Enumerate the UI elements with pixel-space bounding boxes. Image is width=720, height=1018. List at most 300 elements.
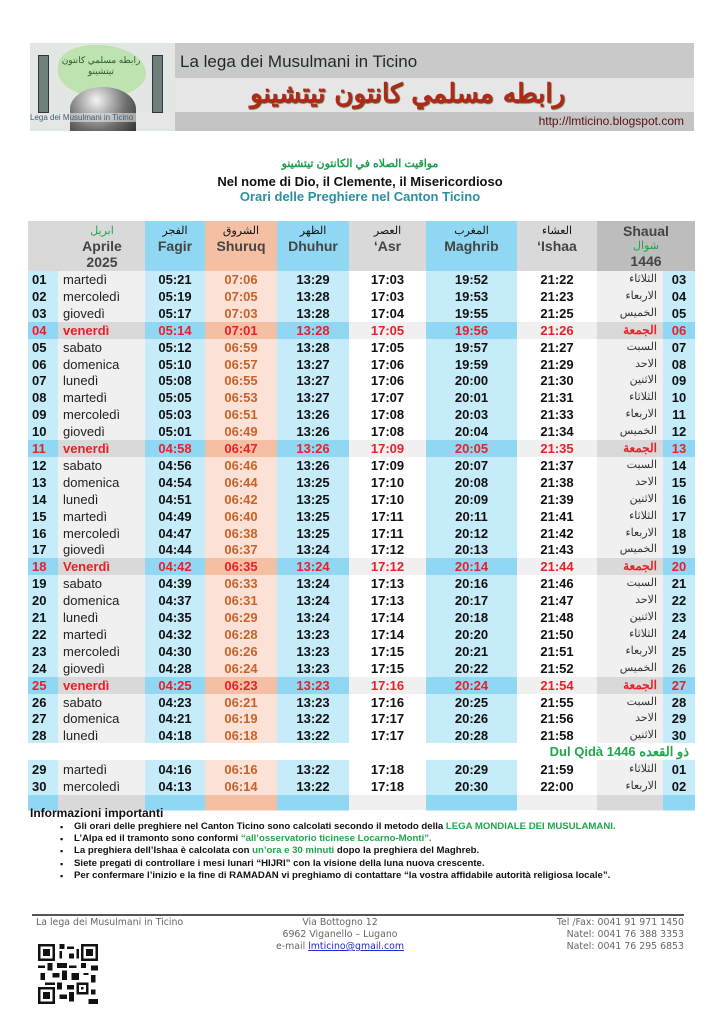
hijri-day-number: 16 — [671, 491, 687, 507]
footer-address — [240, 917, 440, 953]
ishaa-time: 21:27 — [540, 339, 574, 355]
ishaa-time: 21:54 — [540, 677, 574, 693]
arabic-day-name: الاربعاء — [625, 526, 657, 539]
hijri-day-number: 18 — [671, 525, 687, 541]
fagir-time: 05:17 — [158, 305, 192, 321]
hijri-day-number: 11 — [672, 407, 686, 423]
header-asr — [349, 221, 426, 271]
footer-address-line1: Via Bottogno 12 — [302, 917, 378, 928]
info-item — [62, 833, 710, 845]
ishaa-time: 21:50 — [540, 626, 574, 642]
maghrib-time: 20:20 — [454, 626, 489, 642]
maghrib-time: 20:09 — [454, 491, 489, 507]
table-row — [28, 508, 695, 525]
table-row — [28, 491, 695, 508]
day-number: 21 — [32, 610, 47, 625]
header-ishaa-ar: العشاء — [541, 225, 573, 237]
fagir-time: 05:10 — [158, 356, 192, 372]
arabic-day-name: الثلاثاء — [629, 763, 657, 776]
dhuhur-time: 13:28 — [296, 322, 330, 338]
fagir-time: 04:47 — [158, 525, 192, 541]
dhuhur-time: 13:28 — [296, 288, 330, 304]
shuruq-time: 06:49 — [224, 424, 258, 440]
info-highlight: un’ora e 30 minuti — [252, 845, 335, 857]
day-number: 16 — [32, 525, 47, 541]
shuruq-time: 06:28 — [224, 626, 258, 642]
header-shuruq — [205, 221, 277, 271]
asr-time: 17:04 — [370, 305, 405, 321]
fagir-time: 04:28 — [158, 660, 192, 676]
footer-email-link[interactable]: lmticino@gmail.com — [308, 941, 405, 952]
shuruq-time: 06:59 — [224, 339, 258, 355]
ishaa-time: 21:55 — [540, 694, 574, 710]
info-item — [62, 870, 710, 882]
table-row-friday — [28, 677, 695, 694]
arabic-day-name: السبت — [626, 458, 657, 471]
table-row — [28, 457, 695, 474]
table-row — [28, 541, 695, 558]
ishaa-time: 21:23 — [540, 288, 574, 304]
hijri-day-number: 27 — [671, 677, 687, 693]
day-name: giovedì — [63, 542, 105, 558]
shuruq-time: 06:18 — [224, 728, 258, 744]
table-row-friday — [28, 440, 695, 457]
header-fagir-lat: Fagir — [157, 238, 193, 254]
asr-time: 17:06 — [370, 356, 405, 372]
hijri-day-number: 30 — [671, 728, 687, 744]
asr-time: 17:10 — [370, 491, 405, 507]
hijri-day-number: 03 — [671, 272, 687, 287]
shuruq-time: 06:42 — [224, 491, 258, 507]
hijri-day-number: 25 — [671, 643, 687, 659]
maghrib-time: 19:57 — [454, 339, 489, 355]
logo — [30, 43, 175, 131]
shuruq-time: 06:40 — [224, 508, 258, 524]
shuruq-time: 07:05 — [224, 288, 258, 304]
maghrib-time: 20:16 — [454, 576, 489, 592]
day-name: martedì — [63, 390, 108, 406]
asr-time: 17:09 — [370, 457, 405, 473]
table-row — [28, 525, 695, 542]
ishaa-time: 22:00 — [540, 779, 574, 794]
day-name: martedì — [63, 762, 108, 778]
logo-name: Lega dei Musulmani in Ticino — [30, 113, 175, 122]
table-row-friday — [28, 322, 695, 339]
maghrib-time: 19:52 — [454, 272, 489, 287]
hijri-day-number: 21 — [671, 576, 687, 592]
footer-mobile-1: Natel: 0041 76 388 3353 — [566, 929, 684, 940]
maghrib-time: 20:08 — [454, 474, 489, 490]
heading-subtitle: Orari delle Preghiere nel Canton Ticino — [239, 189, 481, 204]
fagir-time: 04:13 — [158, 779, 192, 794]
asr-time: 17:05 — [370, 339, 405, 355]
shuruq-time: 06:14 — [224, 779, 258, 794]
arabic-day-name: الاربعاء — [625, 780, 657, 792]
table-row — [28, 372, 695, 389]
maghrib-time: 20:30 — [454, 779, 489, 794]
maghrib-time: 20:13 — [454, 542, 489, 558]
important-info — [30, 806, 710, 882]
day-name: martedì — [63, 508, 108, 524]
arabic-day-name: الجمعة — [623, 677, 657, 692]
maghrib-time: 20:07 — [454, 457, 489, 473]
day-name: giovedì — [63, 305, 105, 321]
header-shuruq-ar: الشروق — [222, 225, 260, 237]
day-number: 25 — [32, 677, 47, 693]
table-row — [28, 288, 695, 305]
footer-phones — [557, 917, 684, 953]
fagir-time: 04:49 — [158, 508, 192, 524]
asr-time: 17:08 — [370, 407, 405, 423]
asr-time: 17:14 — [370, 610, 405, 625]
header-fagir-ar: الفجر — [162, 225, 188, 237]
arabic-day-name: الجمعة — [623, 441, 657, 455]
hijri-day-number: 06 — [671, 322, 687, 338]
day-number: 30 — [32, 779, 47, 794]
maghrib-time: 20:04 — [454, 424, 489, 440]
asr-time: 17:18 — [370, 779, 405, 794]
day-name: venerdì — [63, 441, 110, 456]
hijri-day-number: 24 — [671, 626, 687, 642]
shuruq-time: 06:31 — [224, 593, 258, 609]
footer-email-label: e-mail — [275, 941, 309, 952]
hijri-day-number: 28 — [671, 694, 687, 710]
fagir-time: 04:35 — [158, 610, 192, 625]
arabic-day-name: الاحد — [635, 357, 657, 370]
info-text: L’Alpa ed il tramonto sono conformi — [74, 833, 241, 845]
ishaa-time: 21:38 — [540, 474, 574, 490]
day-name: giovedì — [63, 424, 105, 440]
header-ishaa — [517, 221, 597, 271]
shuruq-time: 06:23 — [224, 677, 258, 693]
fagir-time: 05:05 — [158, 390, 192, 406]
dhuhur-time: 13:23 — [296, 626, 330, 642]
asr-time: 17:08 — [370, 424, 405, 440]
table-row — [28, 474, 695, 491]
info-text: Siete pregati di controllare i mesi lunari “HIJRI” con la visione della luna nuova crescente. — [74, 857, 485, 869]
header-maghrib-lat: Maghrib — [444, 238, 499, 254]
ishaa-time: 21:25 — [540, 305, 574, 321]
day-number: 26 — [32, 694, 47, 710]
day-number: 22 — [32, 626, 47, 642]
day-number: 14 — [32, 491, 47, 507]
qr-code-icon[interactable] — [38, 943, 98, 1005]
day-number: 19 — [32, 576, 47, 592]
ishaa-time: 21:56 — [540, 711, 574, 727]
maghrib-time: 20:14 — [454, 559, 489, 575]
dhuhur-time: 13:25 — [296, 491, 330, 507]
arabic-day-name: السبت — [626, 340, 657, 353]
day-name: lunedì — [63, 728, 99, 744]
fagir-time: 04:25 — [158, 677, 192, 693]
arabic-day-name: السبت — [626, 577, 657, 590]
ishaa-time: 21:52 — [540, 660, 574, 676]
day-name: sabato — [63, 339, 103, 355]
hijri-month-change-label: Dul Qidà 1446 ذو القعده — [549, 744, 689, 759]
day-number: 15 — [32, 508, 47, 524]
table-row — [28, 660, 695, 677]
fagir-time: 04:58 — [158, 441, 192, 456]
arabic-day-name: الخميس — [619, 306, 657, 319]
maghrib-time: 20:01 — [454, 390, 489, 406]
day-name: venerdì — [63, 322, 110, 338]
shuruq-time: 06:26 — [224, 643, 258, 659]
day-number: 05 — [32, 339, 47, 355]
day-name: lunedì — [63, 373, 99, 389]
header-dhuhur — [277, 221, 349, 271]
table-row — [28, 271, 695, 288]
info-item — [62, 858, 710, 870]
asr-time: 17:13 — [370, 576, 405, 592]
asr-time: 17:07 — [370, 390, 405, 406]
asr-time: 17:05 — [370, 322, 405, 338]
day-number: 23 — [32, 643, 47, 659]
maghrib-time: 20:05 — [454, 441, 489, 456]
maghrib-time: 20:28 — [454, 728, 489, 744]
shuruq-time: 06:53 — [224, 390, 258, 406]
info-title: Informazioni importanti — [30, 806, 164, 820]
ishaa-time: 21:37 — [540, 457, 574, 473]
info-text: La preghiera dell’Ishaa è calcolata con — [74, 845, 253, 857]
hijri-day-number: 01 — [671, 762, 687, 778]
hijri-day-number: 14 — [671, 457, 687, 473]
hijri-day-number: 29 — [671, 711, 687, 727]
info-highlight: LEGA MONDIALE DEI MUSULAMANI. — [445, 821, 616, 832]
day-number: 18 — [32, 559, 47, 575]
ishaa-time: 21:39 — [540, 491, 574, 507]
day-number: 06 — [32, 356, 47, 372]
ishaa-time: 21:43 — [540, 542, 574, 558]
hijri-day-number: 20 — [671, 559, 687, 575]
dhuhur-time: 13:28 — [296, 305, 330, 321]
shuruq-time: 06:37 — [224, 542, 258, 558]
asr-time: 17:06 — [370, 373, 405, 389]
shuruq-time: 06:38 — [224, 525, 258, 541]
table-row — [28, 643, 695, 660]
fagir-time: 04:51 — [158, 491, 192, 507]
minaret-icon — [152, 55, 163, 113]
table-row — [28, 626, 695, 643]
header-dhuhur-ar: الظهر — [299, 225, 327, 237]
arabic-day-name: الثلاثاء — [629, 273, 657, 285]
ishaa-time: 21:34 — [540, 424, 574, 440]
heading-basmala: Nel nome di Dio, il Clemente, il Misericordioso — [217, 174, 503, 189]
arabic-day-name: الاحد — [635, 475, 657, 488]
hijri-month-change-row — [28, 743, 695, 760]
ishaa-time: 21:31 — [540, 390, 574, 406]
fagir-time: 04:42 — [158, 559, 192, 575]
ishaa-time: 21:46 — [540, 576, 574, 592]
fagir-time: 04:16 — [158, 762, 192, 778]
fagir-time: 05:08 — [158, 373, 192, 389]
table-row — [28, 389, 695, 406]
day-name: mercoledì — [63, 779, 121, 794]
dhuhur-time: 13:27 — [296, 356, 330, 372]
table-row — [28, 356, 695, 373]
dhuhur-time: 13:24 — [296, 559, 330, 575]
hijri-day-number: 08 — [671, 356, 687, 372]
fagir-time: 04:56 — [158, 457, 192, 473]
day-name: mercoledì — [63, 643, 121, 659]
dhuhur-time: 13:22 — [296, 711, 330, 727]
month-italian: Aprile — [82, 238, 122, 254]
fagir-time: 05:21 — [158, 272, 192, 287]
asr-time: 17:03 — [370, 288, 405, 304]
info-item — [62, 821, 710, 833]
fagir-time: 05:01 — [158, 424, 192, 440]
info-text: Gli orari delle preghiere nel Canton Ticino sono calcolati secondo il metodo della — [74, 821, 446, 832]
shuruq-time: 06:35 — [224, 559, 258, 575]
maghrib-time: 19:53 — [454, 288, 489, 304]
shuruq-time: 06:29 — [224, 610, 258, 625]
arabic-day-name: الخميس — [619, 543, 657, 556]
maghrib-time: 19:56 — [454, 322, 489, 338]
fagir-time: 04:21 — [158, 711, 192, 727]
arabic-day-name: الاثنين — [629, 611, 657, 623]
dhuhur-time: 13:22 — [296, 779, 330, 794]
arabic-day-name: الاحد — [635, 712, 657, 725]
minaret-icon — [38, 55, 49, 113]
maghrib-time: 20:18 — [454, 610, 489, 625]
table-row — [28, 575, 695, 592]
dhuhur-time: 13:23 — [296, 677, 330, 693]
dhuhur-time: 13:27 — [296, 373, 330, 389]
ishaa-time: 21:41 — [540, 508, 574, 524]
info-text: dopo la preghiera del Maghreb. — [334, 845, 480, 857]
maghrib-time: 20:21 — [454, 643, 489, 659]
table-row — [28, 339, 695, 356]
header-asr-ar: العصر — [373, 225, 402, 237]
day-name: domenica — [63, 474, 120, 490]
arabic-day-name: السبت — [626, 695, 657, 708]
banner-title-arabic: رابطه مسلمي كانتون تيتشينو — [250, 79, 566, 109]
arabic-day-name: الاربعاء — [625, 289, 657, 302]
dhuhur-time: 13:24 — [296, 593, 330, 609]
arabic-day-name: الخميس — [619, 425, 657, 438]
footer-phone-fax: Tel /Fax: 0041 91 971 1450 — [556, 917, 684, 928]
ishaa-time: 21:26 — [540, 322, 574, 338]
header-maghrib — [426, 221, 517, 271]
table-row — [28, 761, 695, 778]
ishaa-time: 21:48 — [540, 610, 574, 625]
maghrib-time: 19:59 — [454, 356, 489, 372]
arabic-day-name: الاحد — [635, 594, 657, 607]
dhuhur-time: 13:26 — [296, 424, 330, 440]
day-number: 24 — [32, 660, 47, 676]
footer-divider — [32, 914, 684, 916]
hijri-day-number: 13 — [671, 441, 687, 456]
hijri-month-arabic: شوال — [633, 240, 659, 252]
day-number: 07 — [32, 373, 47, 389]
day-number: 27 — [32, 711, 47, 727]
day-name: mercoledì — [63, 288, 121, 304]
shuruq-time: 06:19 — [224, 711, 258, 727]
day-name: domenica — [63, 711, 120, 727]
fagir-time: 05:12 — [158, 339, 192, 355]
info-highlight: “all’osservatorio ticinese Locarno-Monti”. — [240, 833, 432, 845]
header-hijri — [597, 221, 695, 271]
day-name: giovedì — [63, 660, 105, 676]
shuruq-time: 06:21 — [224, 694, 258, 710]
header-fagir — [145, 221, 205, 271]
dhuhur-time: 13:22 — [296, 728, 330, 744]
shuruq-time: 06:55 — [224, 373, 258, 389]
day-number: 13 — [32, 474, 47, 490]
ishaa-time: 21:35 — [540, 441, 574, 456]
table-row — [28, 778, 695, 795]
shuruq-time: 06:57 — [224, 356, 258, 372]
fagir-time: 05:03 — [158, 407, 192, 423]
shuruq-time: 06:24 — [224, 660, 258, 676]
day-name: sabato — [63, 457, 103, 473]
fagir-time: 04:37 — [158, 593, 192, 609]
arabic-day-name: الاثنين — [629, 492, 657, 505]
header-banner — [30, 43, 694, 131]
day-name: sabato — [63, 576, 103, 592]
dhuhur-time: 13:25 — [296, 525, 330, 541]
hijri-day-number: 07 — [671, 339, 687, 355]
hijri-day-number: 12 — [671, 424, 687, 440]
shuruq-time: 06:47 — [224, 441, 258, 456]
asr-time: 17:03 — [370, 272, 405, 287]
fagir-time: 04:54 — [158, 474, 192, 490]
info-item — [62, 845, 710, 857]
day-name: venerdì — [63, 677, 110, 693]
shuruq-time: 07:03 — [224, 305, 258, 321]
dhuhur-time: 13:24 — [296, 542, 330, 558]
dhuhur-time: 13:25 — [296, 474, 330, 490]
hijri-day-number: 23 — [671, 610, 687, 625]
banner-url[interactable]: http://lmticino.blogspot.com — [538, 114, 684, 128]
footer-mobile-2: Natel: 0041 76 295 6853 — [566, 941, 684, 952]
hijri-day-number: 05 — [671, 305, 687, 321]
footer-org: La lega dei Musulmani in Ticino — [36, 917, 184, 928]
asr-time: 17:11 — [371, 508, 404, 524]
header-month — [58, 221, 146, 271]
fagir-time: 04:30 — [158, 643, 192, 659]
maghrib-time: 20:00 — [454, 373, 489, 389]
arabic-day-name: الاثنين — [629, 729, 657, 742]
asr-time: 17:09 — [370, 441, 405, 456]
day-name: martedì — [63, 272, 108, 287]
fagir-time: 04:18 — [158, 728, 192, 744]
dhuhur-time: 13:26 — [296, 441, 330, 456]
asr-time: 17:10 — [370, 474, 405, 490]
day-name: domenica — [63, 356, 120, 372]
table-row — [28, 727, 695, 744]
dhuhur-time: 13:24 — [296, 576, 330, 592]
arabic-day-name: الثلاثاء — [629, 391, 657, 404]
fagir-time: 05:19 — [158, 288, 192, 304]
hijri-year: 1446 — [630, 253, 662, 269]
fagir-time: 04:39 — [158, 576, 192, 592]
asr-time: 17:18 — [370, 762, 405, 778]
ishaa-time: 21:47 — [540, 593, 574, 609]
day-number: 11 — [32, 441, 46, 456]
arabic-day-name: الجمعة — [623, 559, 657, 574]
hijri-day-number: 22 — [671, 593, 687, 609]
ishaa-time: 21:59 — [540, 762, 574, 778]
shuruq-time: 06:16 — [224, 762, 258, 778]
mosque-dome-icon — [70, 87, 136, 131]
fagir-time: 04:32 — [158, 626, 192, 642]
table-row — [28, 406, 695, 423]
dhuhur-time: 13:22 — [296, 762, 330, 778]
day-number: 04 — [32, 322, 47, 338]
ishaa-time: 21:33 — [540, 407, 574, 423]
shuruq-time: 06:51 — [224, 407, 258, 423]
arabic-day-name: الاربعاء — [625, 644, 657, 657]
